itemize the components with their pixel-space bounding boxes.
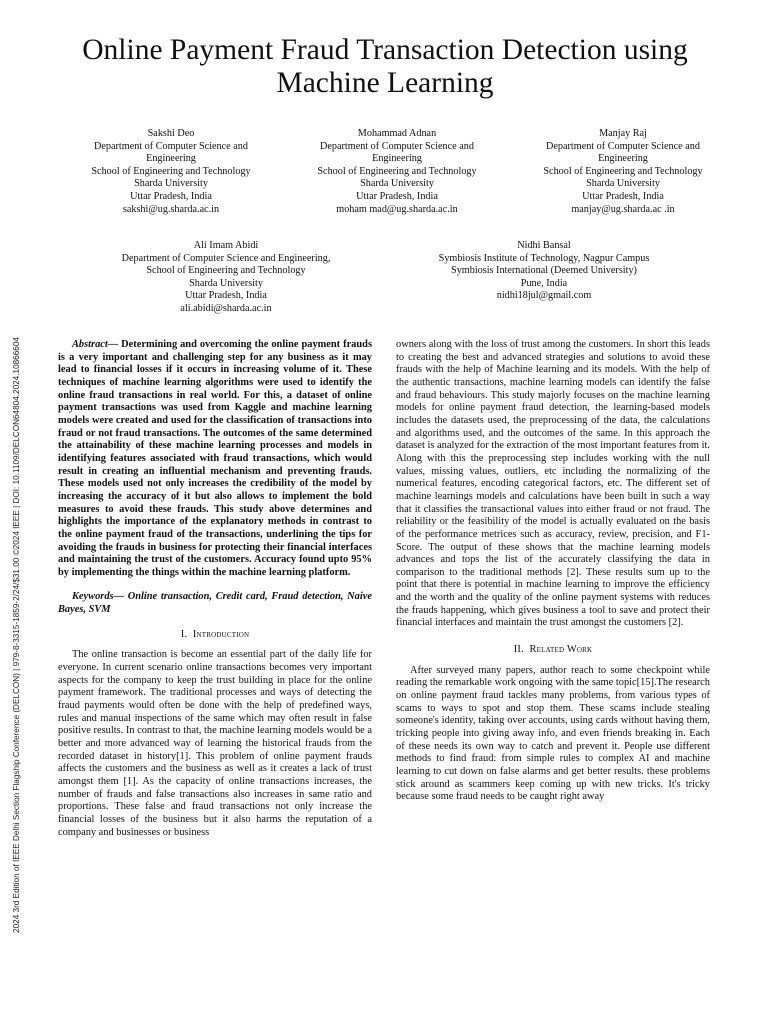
author-affiliation-line: Pune, India xyxy=(520,277,568,289)
keywords-text: Online transaction, Credit card, Fraud detection, Naive Bayes, SVM xyxy=(58,591,372,616)
author-affiliation-line: Sharda University xyxy=(134,178,208,190)
author-email: sakshi@ug.sharda.ac.in xyxy=(122,203,220,215)
author-email: ali.abidi@sharda.ac.in xyxy=(180,302,272,314)
author-name: Mohammad Adnan xyxy=(357,128,437,139)
author-block xyxy=(414,240,674,303)
author-email: nidhi18jul@gmail.com xyxy=(496,290,592,302)
right-column xyxy=(396,339,710,804)
author-block xyxy=(96,240,356,316)
author-affiliation-line: Uttar Pradesh, India xyxy=(130,190,212,202)
section-number: I. xyxy=(180,628,188,640)
author-affiliation-line: School of Engineering and Technology xyxy=(543,165,703,177)
author-affiliation-line: Engineering xyxy=(372,153,422,165)
author-affiliation-line: School of Engineering and Technology xyxy=(146,265,306,277)
keywords-label: Keywords— xyxy=(72,591,124,603)
author-affiliation-line: School of Engineering and Technology xyxy=(91,165,251,177)
left-column xyxy=(58,339,372,839)
author-affiliation-line: Sharda University xyxy=(586,178,660,190)
author-affiliation-line: Department of Computer Science and xyxy=(546,140,700,152)
doi-sidebar: 2024 3rd Edition of IEEE Delhi Section Flagship Conference (DELCON) | 979-8-3315-1859-2/24/$31.00 ©2024 IEEE | DOI: 10.1109/DELCON64804.2024.10866604 xyxy=(12,337,21,933)
author-affiliation-line: Uttar Pradesh, India xyxy=(356,190,438,202)
section-title: Related Work xyxy=(529,644,593,656)
section-heading-related-work xyxy=(396,644,710,657)
author-affiliation-line: Sharda University xyxy=(189,277,263,289)
author-affiliation-line: Department of Computer Science and Engineering, xyxy=(121,252,331,264)
author-block xyxy=(58,128,284,216)
author-affiliation-line: Uttar Pradesh, India xyxy=(582,190,664,202)
author-affiliation-line: Engineering xyxy=(146,153,196,165)
author-name: Nidhi Bansal xyxy=(517,240,571,251)
author-block xyxy=(510,128,736,216)
paper-title: Online Payment Fraud Transaction Detection using Machine Learning xyxy=(82,34,688,99)
author-name: Sakshi Deo xyxy=(147,128,195,139)
abstract xyxy=(58,339,372,579)
author-affiliation-line: Symbiosis International (Deemed University) xyxy=(451,265,637,277)
author-affiliation-line: Uttar Pradesh, India xyxy=(185,290,267,302)
section-heading-introduction xyxy=(58,629,372,642)
author-name: Manjay Raj xyxy=(599,128,647,139)
author-affiliation-line: Department of Computer Science and xyxy=(320,140,474,152)
author-email: manjay@ug.sharda.ac .in xyxy=(571,203,675,215)
author-affiliation-line: Department of Computer Science and xyxy=(94,140,248,152)
related-work-paragraph: After surveyed many papers, author reach to some checkpoint while reading the remarkable work ongoing with the same topic[15].The research on online payment fraud tackles many problems, from various types of scams to ways to spot and stop them. These scams include stealing someone's identity, taking over accounts, using cards without having them, tricking people into giving away info, and even friends breaking in. Each of these needs its own way to catch and prevent it. People use different methods to find fraud: from simple rules to complex AI and machine learning to cut down on false alarms and get better results. these problems stick around as scammers keep coming up with new tricks. It's tricky because some fraud needs to be caught right away xyxy=(396,664,710,803)
author-affiliation-line: School of Engineering and Technology xyxy=(317,165,477,177)
author-affiliation-line: Symbiosis Institute of Technology, Nagpur Campus xyxy=(438,252,650,264)
author-affiliation-line: Sharda University xyxy=(360,178,434,190)
author-email: moham mad@ug.sharda.ac.in xyxy=(336,203,458,215)
section-number: II. xyxy=(513,644,524,656)
author-block xyxy=(284,128,510,216)
author-affiliation-line: Engineering xyxy=(598,153,648,165)
intro-paragraph-right: owners along with the loss of trust among the customers. In short this leads to creating the best and advanced strategies and solutions to avoid these frauds with the help of Machine learning and its models. With the help of the authentic transactions, machine learning models can identify the false and fraud behaviours. This study majorly focuses on the machine learning models for online payment fraud detection, the learning-based models includes the datasets used, the preprocessing of the data, the calculations and algorithms used, and the outcomes of the same. In this approach the dataset is analyzed for the extraction of the most important features from it. Along with this the preprocessing step includes working with the null values, missing values, outliers, etc including the normalizing of the numerical features, encoding categorical factors, etc. The different set of machine learnings models and calculations have been built in such a way that it classifies the transactional values into either fraud or not fraud. The reliability or the feasibility of the model is actually evaluated on the basis of the performance metrices such as accuracy, review, precision, and F1-Score. The output of these shows that the machine learning models advances and tops the list of the accurately classifying the data in comparison to the traditional methods [2]. These results sum up to the point that there is potential in machine learning to improve the efficiency and the worth and the quality of the online payment systems with reduces the frauds happening, which gives business a tool to save and protect their financial interfaces and maintain the trust amongst the customers [2]. xyxy=(396,339,710,629)
keywords xyxy=(58,591,372,616)
intro-paragraph-left: The online transaction is become an essential part of the daily life for everyone. In current scenario online transactions becomes very important aspects for the company to keep the trust building in place for the online payment framework. The traditional processes and ways of detecting the fraud payments would often be done with the help of predefined ways, rules and manual inspections of the same which may often result in false positive results. In contrast to that, the machine learning models would be a better and more advanced way of learning the historical frauds from the recorded dataset in history[1]. This problem of online payment frauds affects the customers and the business as well as it creates a lack of trust amongst them [1]. As the capacity of online transactions increases, the number of frauds and false transactions also increases in same ratio and proportions. These false and fraud transactions not only increase the financial losses of the business but it also harms the reputation of a company and businesses or business xyxy=(58,649,372,838)
author-name: Ali Imam Abidi xyxy=(193,240,259,251)
section-title: Introduction xyxy=(192,628,250,640)
abstract-text: Determining and overcoming the online payment frauds is a very important and challenging step for any business as it may lead to financial losses if it occurs in increasing volume of it. These techniques of machine learning algorithms were used to identify the online fraud transactions in real world. For this, a dataset of online payment transactions was used from Kaggle and machine learning models were created and used for the classification of transactions into fraud or not fraud transactions. The outcomes of the same determined the attainability of these machine learning processes and models in identifying features associated with fraud transactions, which would result in creating an influential mechanism and preventing frauds. These models used not only increases the credibility of the model by increasing the accuracy of it but also allows to implement the bold measures to avoid these frauds. This study above determines and highlights the importance of the explanatory methods in contrast to the online payment fraud of the transactions, underlining the tips for avoiding the frauds in business for protecting their financial interfaces and maintaining the trust of the customers. Accuracy found upto 95% by implementing the things within the machine learning platform. xyxy=(58,339,372,578)
abstract-label: Abstract— xyxy=(72,339,119,350)
